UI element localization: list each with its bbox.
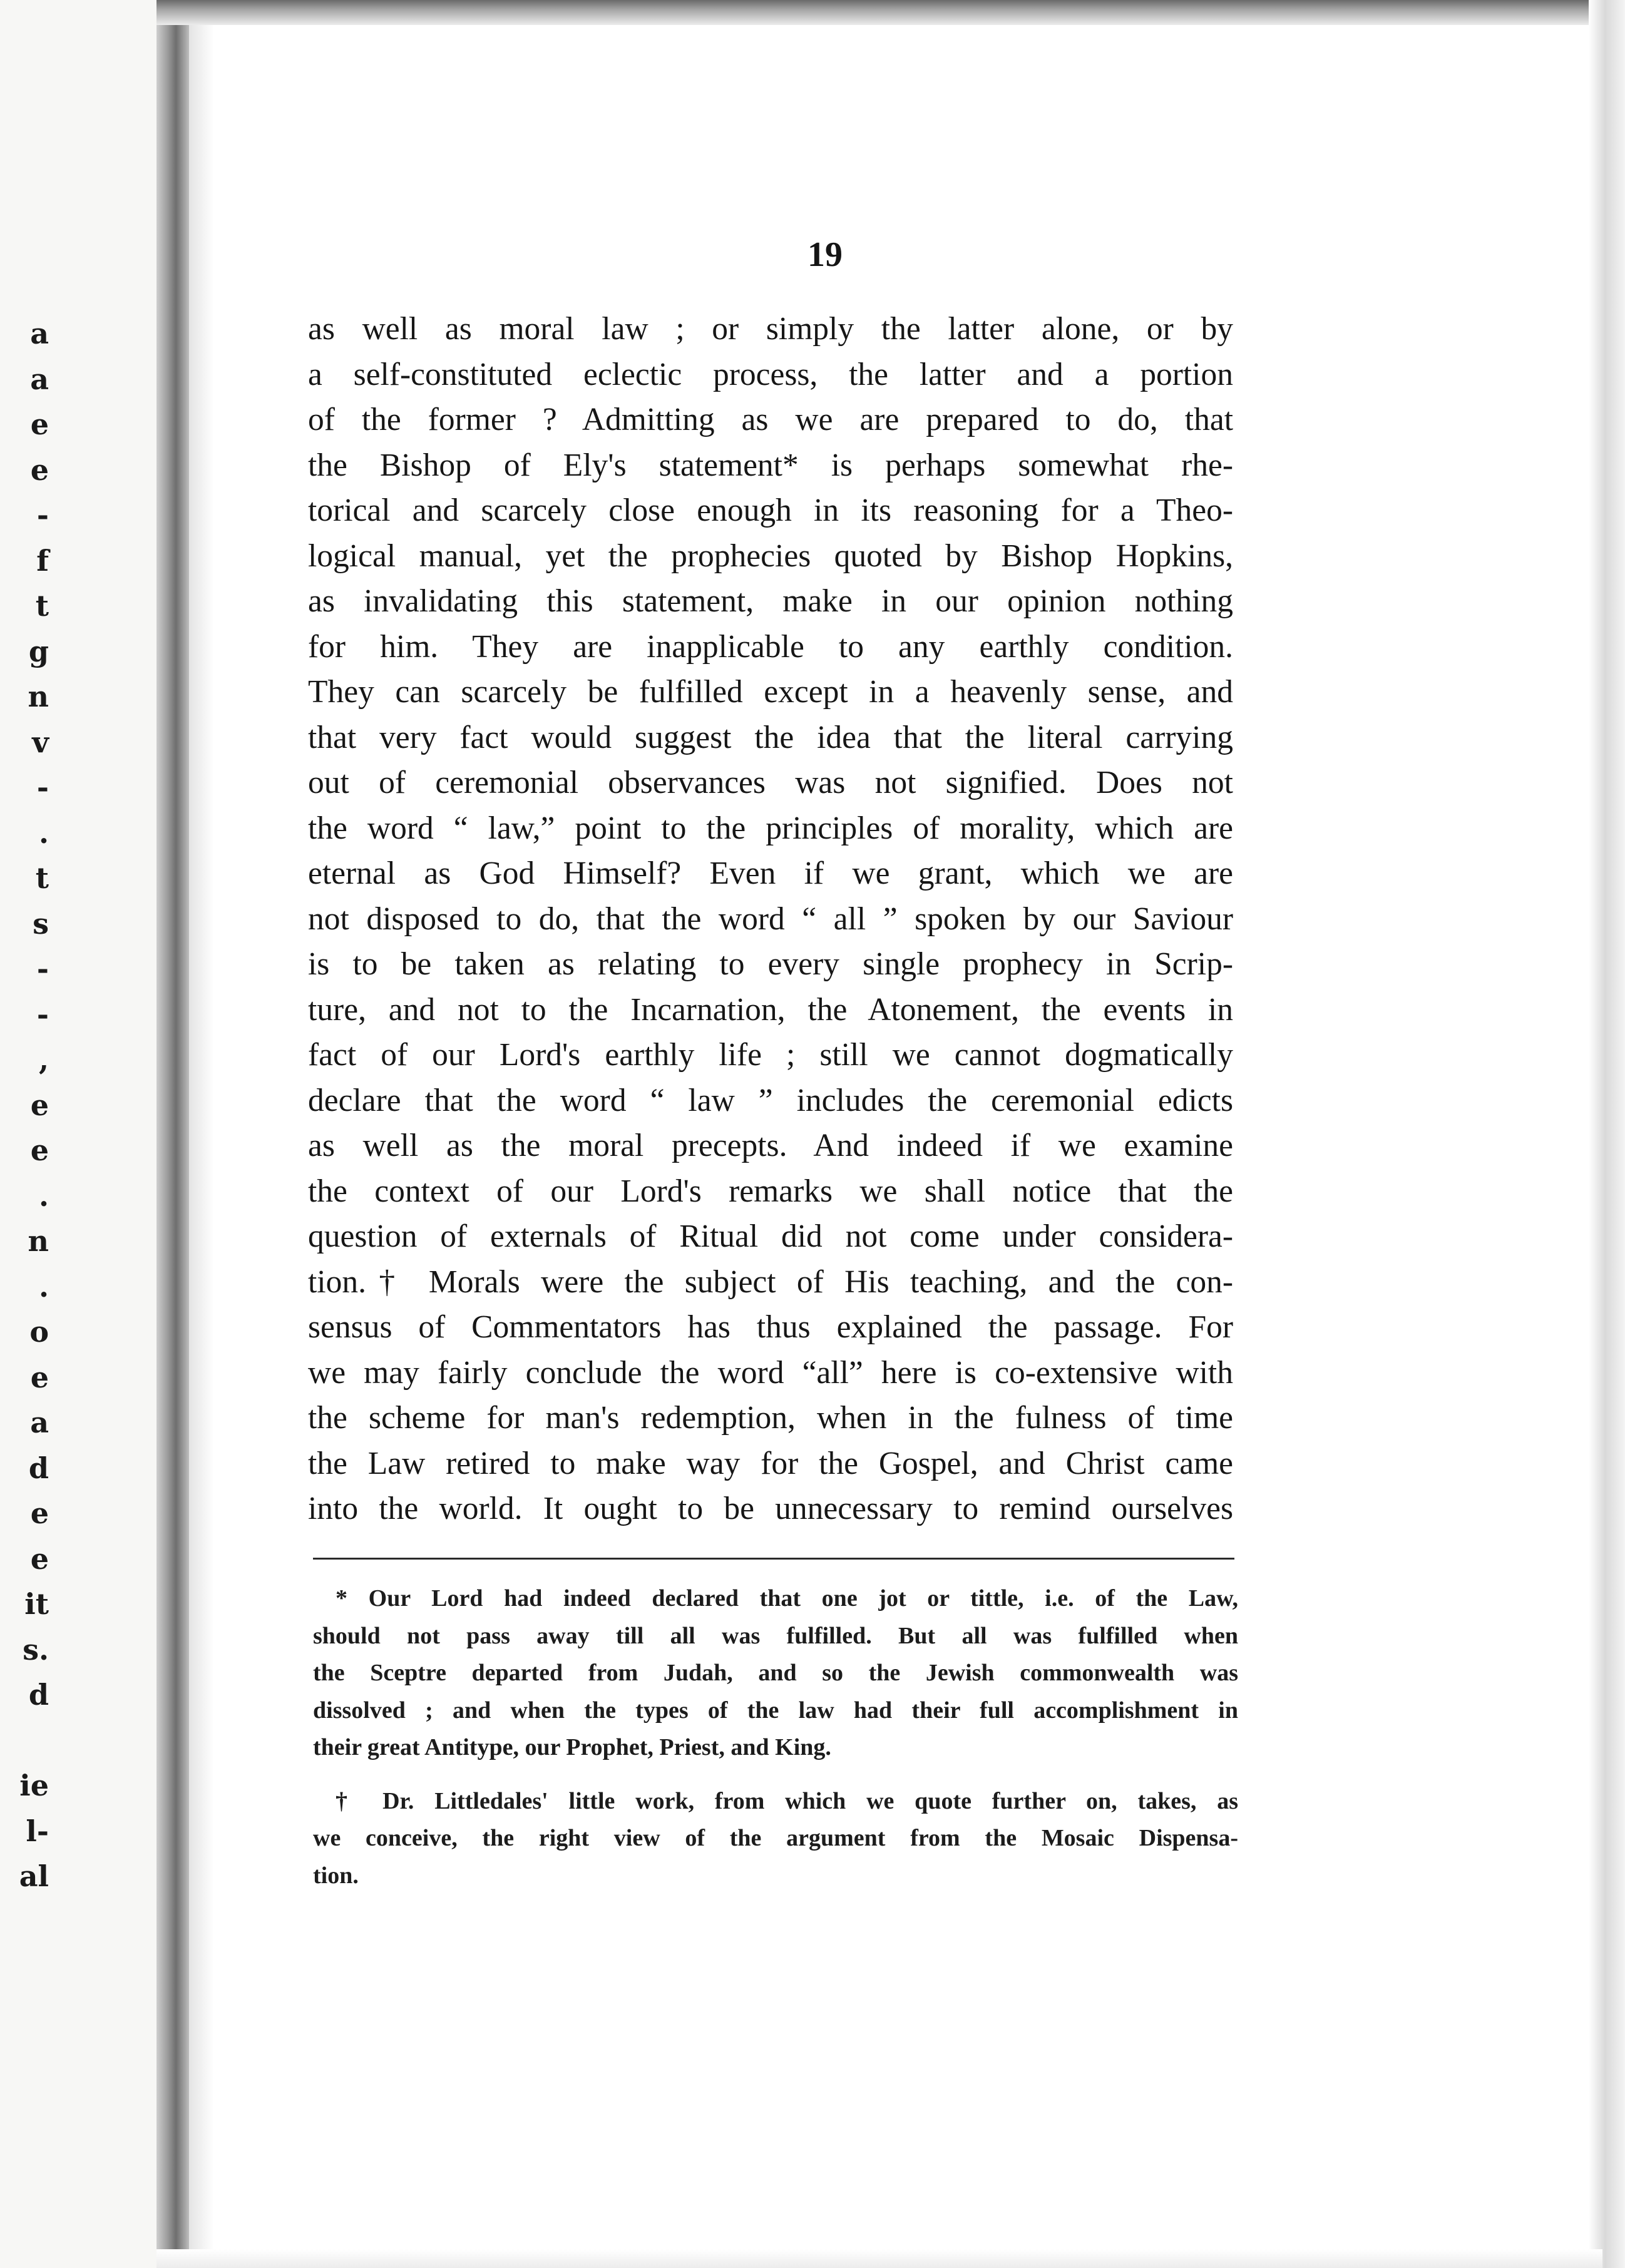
facing-page-fragment: v: [32, 725, 49, 759]
body-text: [308, 307, 1233, 1532]
body-line: tion.† Morals were the subject of His teaching, and the con-: [308, 1264, 1233, 1300]
facing-page-fragment: g: [28, 634, 49, 668]
body-line: a self-constituted eclectic process, the latter and a portion: [308, 356, 1233, 392]
page-number: 19: [807, 235, 843, 274]
facing-page-fragment: e: [30, 1496, 49, 1530]
body-line: ture, and not to the Incarnation, the Atonement, the events in: [308, 991, 1233, 1028]
body-line: the Bishop of Ely's statement* is perhaps somewhat rhe-: [308, 447, 1233, 483]
facing-page-fragment: d: [28, 1451, 49, 1485]
facing-page-fragment: -: [36, 498, 49, 532]
footnote-1-line: dissolved ; and when the types of the law had their full accomplishment in: [313, 1697, 1238, 1724]
body-line: sensus of Commentators has thus explained the passage. For: [308, 1309, 1233, 1345]
facing-page-fragment: .: [38, 1269, 49, 1304]
facing-page-fragment: e: [30, 1088, 49, 1122]
facing-page-fragments: [5, 0, 49, 2268]
footnote-1-line: should not pass away till all was fulfilled. But all was fulfilled when: [313, 1622, 1238, 1649]
facing-page-fragment: s: [33, 906, 49, 941]
facing-page-fragment: t: [35, 861, 49, 895]
bottom-page-edge: [156, 2249, 1602, 2268]
facing-page-fragment: n: [28, 680, 49, 713]
facing-page-fragment: .: [38, 815, 49, 850]
facing-page-fragment: it: [24, 1587, 49, 1621]
footnote-1-line: their great Antitype, our Prophet, Priest, and King.: [313, 1734, 831, 1760]
body-line: into the world. It ought to be unnecessary to remind ourselves: [308, 1491, 1233, 1526]
facing-page-fragment: e: [30, 452, 49, 487]
footnote-2-line: we conceive, the right view of the argument from the Mosaic Dispensa-: [313, 1825, 1238, 1851]
facing-page-fragment: -: [36, 997, 49, 1031]
body-line: They can scarcely be fulfilled except in a heavenly sense, and: [308, 674, 1233, 710]
facing-page-fragment: s.: [23, 1632, 49, 1667]
body-line: that very fact would suggest the idea that the literal carrying: [308, 719, 1233, 755]
footnote-1-line: * Our Lord had indeed declared that one jot or tittle, i.e. of the Law,: [336, 1585, 1238, 1612]
facing-page-fragment: -: [36, 770, 49, 804]
body-line: is to be taken as relating to every single prophecy in Scrip-: [308, 946, 1233, 982]
facing-page-fragment: d: [28, 1678, 49, 1712]
body-line: we may fairly conclude the word “all” here is co-extensive with: [308, 1354, 1233, 1391]
facing-page-fragment: al: [19, 1859, 49, 1893]
body-line: the scheme for man's redemption, when in the fulness of time: [308, 1400, 1233, 1436]
body-line: out of ceremonial observances was not signified. Does not: [308, 765, 1233, 800]
body-line: torical and scarcely close enough in its reasoning for a Theo-: [308, 493, 1233, 528]
book-gutter: [156, 0, 189, 2268]
footnote-1-line: the Sceptre departed from Judah, and so the Jewish commonwealth was: [313, 1660, 1238, 1686]
body-line: for him. They are inapplicable to any earthly condition.: [308, 628, 1233, 665]
top-page-edge: [156, 0, 1602, 25]
facing-page-fragment: n: [28, 1224, 49, 1258]
facing-page-fragment: e: [30, 1133, 49, 1167]
footnote-separator: [313, 1558, 1234, 1560]
facing-page-fragment: .: [38, 1178, 49, 1213]
body-line: as invalidating this statement, make in our opinion nothing: [308, 583, 1233, 619]
facing-page-fragment: l-: [26, 1814, 49, 1848]
footnotes: [313, 1580, 1238, 1894]
body-line: the context of our Lord's remarks we shall notice that the: [308, 1173, 1233, 1209]
facing-page-fragment: ie: [19, 1769, 49, 1802]
body-line: not disposed to do, that the word “ all ” spoken by our Saviour: [308, 901, 1233, 937]
body-line: as well as moral law ; or simply the latter alone, or by: [308, 311, 1233, 347]
body-line: as well as the moral precepts. And indeed if we examine: [308, 1128, 1233, 1163]
body-line: question of externals of Ritual did not come under considera-: [308, 1218, 1233, 1254]
body-line: of the former ? Admitting as we are prepared to do, that: [308, 402, 1233, 437]
facing-page-fragment: a: [30, 362, 49, 396]
facing-page-fragment: e: [30, 1541, 49, 1576]
footnote-gap: [313, 1767, 1238, 1783]
body-line: eternal as God Himself? Even if we grant, which we are: [308, 856, 1233, 891]
body-line: fact of our Lord's earthly life ; still we cannot dogmatically: [308, 1037, 1233, 1073]
facing-page-fragment: ,: [38, 1043, 49, 1076]
facing-page-fragment: a: [30, 317, 49, 350]
right-page-edge: [1589, 0, 1625, 2268]
gutter-shadow: [189, 0, 214, 2268]
body-line: logical manual, yet the prophecies quoted by Bishop Hopkins,: [308, 538, 1233, 574]
body-line: the word “ law,” point to the principles of morality, which are: [308, 810, 1233, 846]
facing-page-fragment: f: [36, 543, 49, 578]
facing-page-fragment: e: [30, 407, 49, 441]
facing-page-fragment: -: [36, 952, 49, 986]
body-line: the Law retired to make way for the Gospel, and Christ came: [308, 1445, 1233, 1481]
facing-page-fragment: a: [30, 1406, 49, 1439]
facing-page-fragment: t: [35, 589, 49, 623]
body-line: declare that the word “ law ” includes the ceremonial edicts: [308, 1082, 1233, 1118]
facing-page-fragment: o: [29, 1315, 49, 1349]
facing-page-fragment: e: [30, 1360, 49, 1394]
footnote-2-line: tion.: [313, 1862, 359, 1889]
footnote-2-line: † Dr. Littledales' little work, from which we quote further on, takes, as: [336, 1787, 1238, 1814]
